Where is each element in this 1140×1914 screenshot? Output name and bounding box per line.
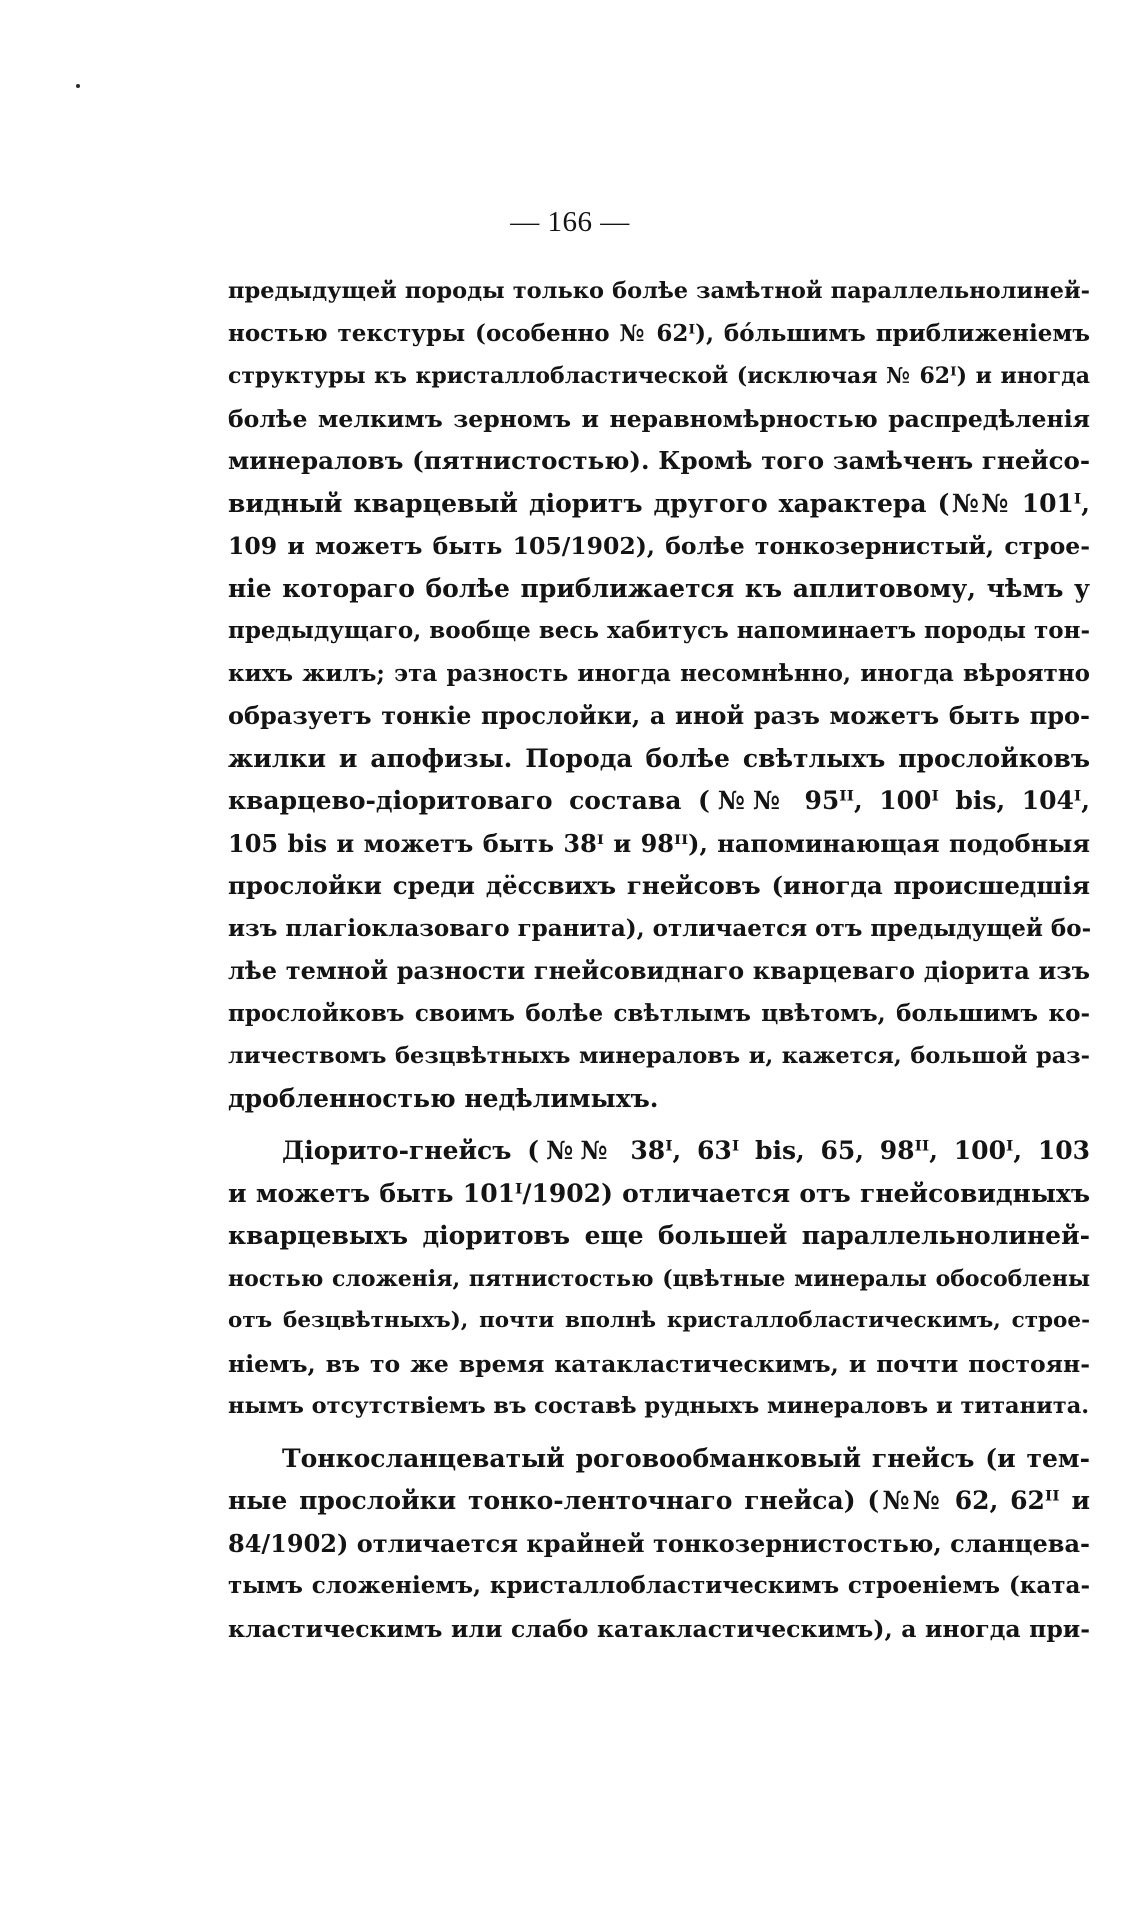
text-line: структуры къ кристаллобластической (исключая № 62ᴵ) и иногда — [228, 363, 1090, 389]
page-number: — 166 — — [510, 206, 630, 238]
text-line: кихъ жилъ; эта разность иногда несомнѣнно, иногда вѣроятно — [228, 659, 1090, 687]
text-line: лѣе темной разности гнейсовиднаго кварцеваго діорита изъ — [228, 956, 1090, 985]
text-line: кварцево-діоритоваго состава (№№ 95ᴵᴵ, 100ᴵ bis, 104ᴵ, — [228, 786, 1090, 815]
text-line: предыдущаго, вообще весь хабитусъ напоминаетъ породы тон- — [228, 617, 1090, 644]
paragraph-spacer — [228, 1120, 1090, 1130]
text-body — [228, 270, 1090, 1650]
text-line: ностью сложенія, пятнистостью (цвѣтные минералы обособлены — [228, 1265, 1090, 1292]
text-line: болѣе мелкимъ зерномъ и неравномѣрностью распредѣленія — [228, 404, 1090, 433]
text-line: и можетъ быть 101ᴵ/1902) отличается отъ гнейсовидныхъ — [228, 1178, 1090, 1208]
text-line: предыдущей породы только болѣе замѣтной параллельнолиней- — [228, 278, 1090, 304]
text-line: 105 bis и можетъ быть 38ᴵ и 98ᴵᴵ), напоминающая подобныя — [228, 828, 1090, 858]
margin-dot-mark — [76, 84, 80, 88]
text-line: видный кварцевый діоритъ другого характера (№№ 101ᴵ, — [228, 488, 1090, 518]
text-line: тымъ сложеніемъ, кристаллобластическимъ строеніемъ (ката- — [228, 1572, 1090, 1599]
text-line: Тонкосланцеватый роговообманковый гнейсъ (и тем- — [282, 1443, 1090, 1473]
text-line: 109 и можетъ быть 105/1902), болѣе тонкозернистый, строе- — [228, 532, 1090, 560]
text-line: минераловъ (пятнистостью). Кромѣ того замѣченъ гнейсо- — [228, 446, 1090, 475]
text-line: ные прослойки тонко-ленточнаго гнейса) (№№ 62, 62ᴵᴵ и — [228, 1486, 1090, 1515]
paragraph-spacer — [228, 1428, 1090, 1438]
text-line: отъ безцвѣтныхъ), почти вполнѣ кристаллобластическимъ, строе- — [228, 1308, 1090, 1333]
text-line: ніе котораго болѣе приближается къ аплитовому, чѣмъ у — [228, 573, 1090, 603]
text-line: прослойки среди дёссвихъ гнейсовъ (иногда происшедшія — [228, 871, 1090, 900]
paragraph-3 — [228, 1438, 1090, 1651]
text-line: дробленностью недѣлимыхъ. — [228, 1083, 659, 1113]
text-line: Діорито-гнейсъ (№№ 38ᴵ, 63ᴵ bis, 65, 98ᴵᴵ, 100ᴵ, 103 — [282, 1136, 1090, 1165]
text-line: изъ плагіоклазоваго гранита), отличается отъ предыдущей бо- — [228, 914, 1092, 942]
text-line: кварцевыхъ діоритовъ еще большей параллельнолиней- — [228, 1221, 1090, 1250]
text-line: личествомъ безцвѣтныхъ минераловъ и, кажется, большой раз- — [228, 1043, 1090, 1069]
text-line: кластическимъ или слабо катакластическимъ), а иногда при- — [228, 1614, 1090, 1643]
text-line: прослойковъ своимъ болѣе свѣтлымъ цвѣтомъ, большимъ ко- — [228, 999, 1090, 1027]
text-line: ностью текстуры (особенно № 62ᴵ), бо́льшимъ приближеніемъ — [228, 319, 1090, 347]
paragraph-1 — [228, 270, 1090, 1120]
paragraph-2 — [228, 1130, 1090, 1428]
text-line: ніемъ, въ то же время катакластическимъ, и почти постоян- — [228, 1349, 1090, 1378]
text-line: 84/1902) отличается крайней тонкозернистостью, сланцева- — [228, 1528, 1090, 1558]
text-line: нымъ отсутствіемъ въ составѣ рудныхъ минераловъ и титанита. — [228, 1393, 1090, 1419]
text-line: образуетъ тонкіе прослойки, а иной разъ можетъ быть про- — [228, 701, 1090, 730]
text-line: жилки и апофизы. Порода болѣе свѣтлыхъ прослойковъ — [228, 743, 1090, 773]
